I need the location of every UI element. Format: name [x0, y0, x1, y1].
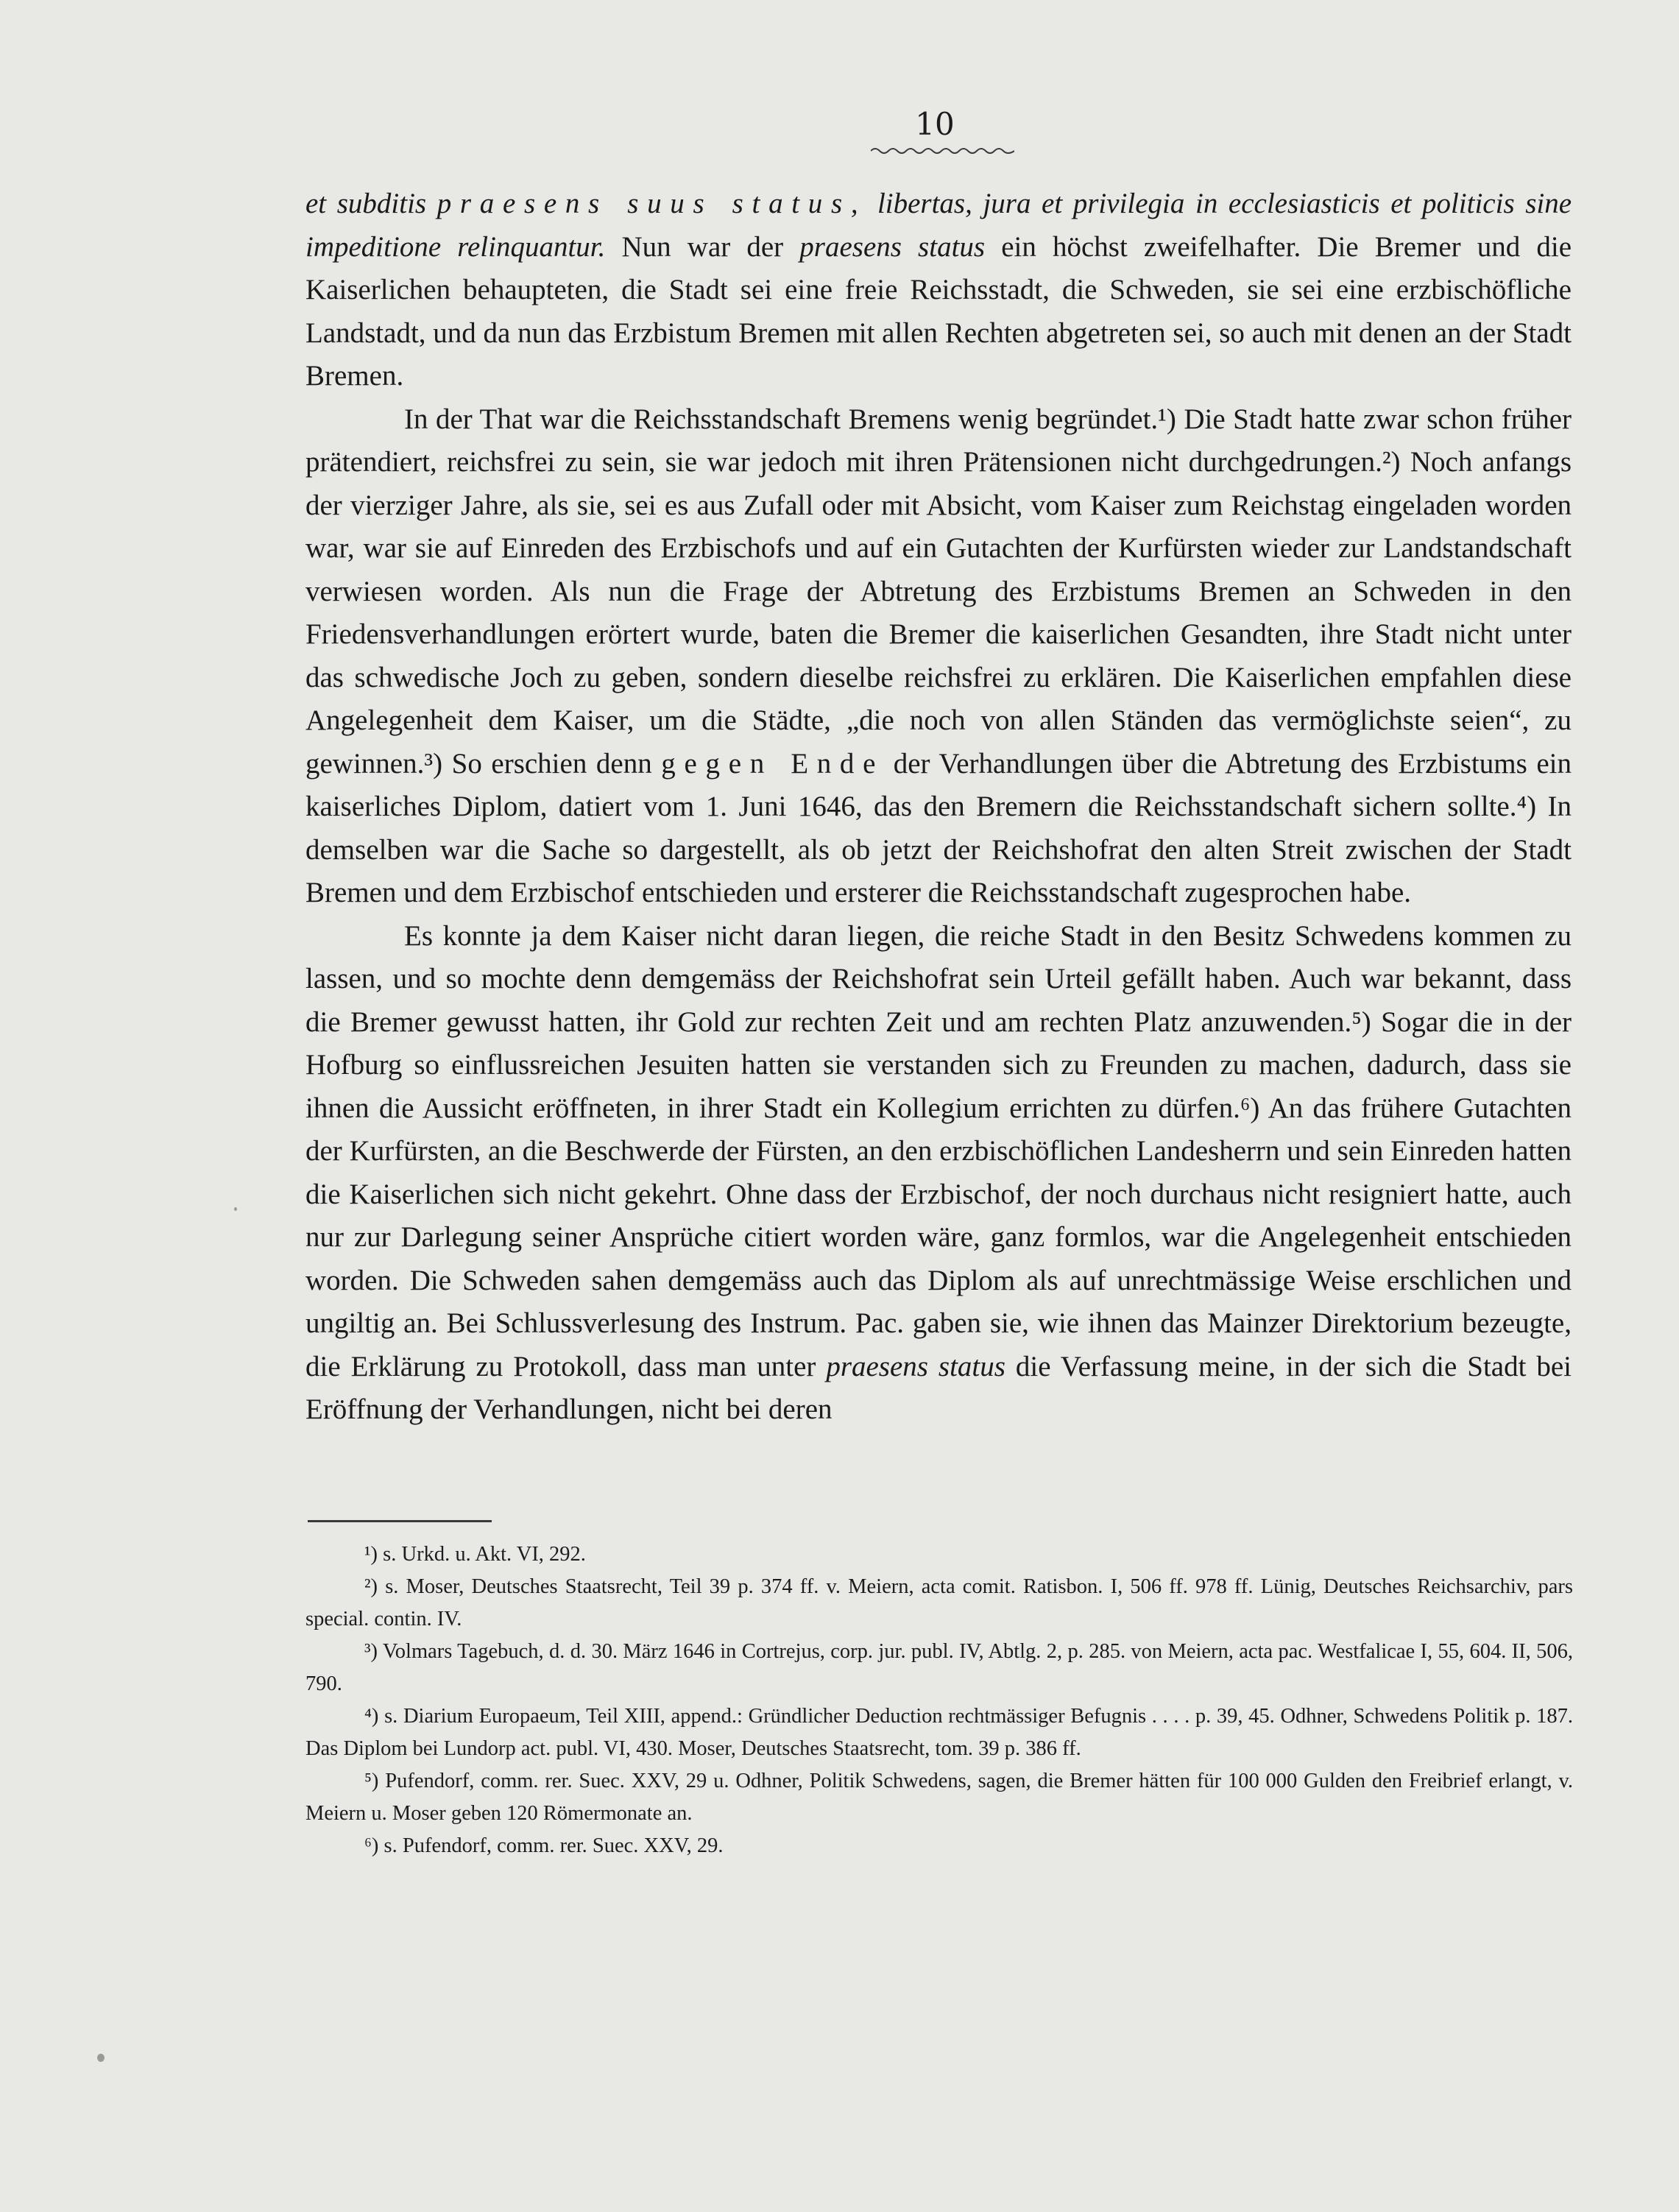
page-number: 10: [915, 106, 955, 142]
footnote-4: ⁴) s. Diarium Europaeum, Teil XIII, append.: Gründlicher Deduction rechtmässiger Befugnis . . . . p. 39, 45. Odhner, Schwedens Politik p. 187. Das Diplom bei Lundorp act. publ. VI, 430. Moser, Deutsches Staatsrecht, tom. 39 p. 386 ff.: [305, 1705, 1573, 1760]
paper-speck: [97, 2054, 105, 2062]
paragraph-3: [305, 915, 1572, 1432]
page-number-ornament: [871, 146, 1014, 156]
footnote-3: ³) Volmars Tagebuch, d. d. 30. März 1646 in Cortrejus, corp. jur. publ. IV, Abtlg. 2, p. 285. von Meiern, acta pac. Westfalicae I, 55, 604. II, 506, 790.: [305, 1640, 1573, 1695]
latin-phrase: praesens status: [799, 230, 986, 263]
footnote-5: ⁵) Pufendorf, comm. rer. Suec. XXV, 29 u. Odhner, Politik Schwedens, sagen, die Bremer hätten für 100 000 Gulden den Freibrief erlangt, v. Meiern u. Moser geben 120 Römermonate an.: [305, 1770, 1573, 1825]
spaced-phrase: gegen Ende: [661, 747, 885, 780]
latin-phrase: praesens status: [826, 1350, 1005, 1382]
text-run: der Verhandlungen über die Abtretung des Erzbistums ein kaiserliches Diplom, datiert vom 1. Juni 1646, das den Bremern die Reichsstandschaft sichern sollte.⁴) In demselben war die Sache so dargestellt, als ob jetzt der Reichshofrat den alten Streit zwischen der Stadt Bremen und dem Erzbischof entschieden und ersterer die Reichsstandschaft zugesprochen habe.: [305, 747, 1572, 908]
text-run: ein höchst zweifelhafter. Die Bremer und die Kaiserlichen behaupteten, die Stadt sei eine freie Reichsstadt, die Schweden, sie sei eine erzbischöfliche Landstadt, und da nun das Erzbistum Bremen mit allen Rechten abgetreten sei, so auch mit denen an der Stadt Bremen.: [305, 230, 1572, 392]
latin-phrase: et subditis: [305, 188, 427, 219]
paragraph-2: [305, 398, 1572, 915]
paper-speck: [234, 1207, 237, 1211]
main-text: [305, 183, 1572, 1432]
footnote-6: ⁶) s. Pufendorf, comm. rer. Suec. XXV, 29.: [364, 1834, 724, 1857]
latin-phrase: libertas, jura et privilegia in ecclesiasticis et politicis sine impeditione relinquantur.: [305, 188, 1572, 263]
footnote-2: ²) s. Moser, Deutsches Staatsrecht, Teil 39 p. 374 ff. v. Meiern, acta comit. Ratisbon. I, 506 ff. 978 ff. Lünig, Deutsches Reichsarchiv, pars special. contin. IV.: [305, 1575, 1573, 1630]
text-run: die Verfassung meine, in der sich die Stadt bei Eröffnung der Verhandlungen, nicht bei deren: [305, 1350, 1572, 1425]
text-run: Es konnte ja dem Kaiser nicht daran liegen, die reiche Stadt in den Besitz Schwedens kommen zu lassen, und so mochte denn demgemäss der Reichshofrat sein Urteil gefällt haben. Auch war bekannt, dass die Bremer gewusst hatten, ihr Gold zur rechten Zeit und am rechten Platz anzuwenden.⁵) Sogar die in der Hofburg so einflussreichen Jesuiten hatten sie verstanden sich zu Freunden zu machen, dadurch, dass sie ihnen die Aussicht eröffneten, in ihrer Stadt ein Kollegium errichten zu dürfen.⁶) An das frühere Gutachten der Kurfürsten, an die Beschwerde der Fürsten, an den erzbischöflichen Landesherrn und sein Einreden hatten die Kaiserlichen sich nicht gekehrt. Ohne dass der Erzbischof, der noch durchaus nicht resigniert hatte, auch nur zur Darlegung seiner Ansprüche citiert worden wäre, ganz formlos, war die Angelegenheit entschieden worden. Die Schweden sahen demgemäss auch das Diplom als auf unrechtmässige Weise erschlichen und ungiltig an. Bei Schlussverlesung des Instrum. Pac. gaben sie, wie ihnen das Mainzer Direktorium bezeugte, die Erklärung zu Protokoll, dass man unter: [305, 919, 1572, 1382]
spaced-latin-phrase: praesens suus status,: [436, 188, 867, 219]
footnotes: [305, 1538, 1573, 1862]
footnote-divider: [308, 1520, 492, 1522]
text-run: Nun war der: [621, 230, 784, 263]
paragraph-1: [305, 183, 1572, 398]
footnote-1: ¹) s. Urkd. u. Akt. VI, 292.: [364, 1543, 586, 1566]
text-run: In der That war die Reichsstandschaft Bremens wenig begründet.¹) Die Stadt hatte zwar schon früher prätendiert, reichsfrei zu sein, sie war jedoch mit ihren Prätensionen nicht durchgedrungen.²) Noch anfangs der vierziger Jahre, als sie, sei es aus Zufall oder mit Absicht, vom Kaiser zum Reichstag eingeladen worden war, war sie auf Einreden des Erzbischofs und auf ein Gutachten der Kurfürsten wieder zur Landstandschaft verwiesen worden. Als nun die Frage der Abtretung des Erzbistums Bremen an Schweden in den Friedensverhandlungen erörtert wurde, baten die Bremer die kaiserlichen Gesandten, ihre Stadt nicht unter das schwedische Joch zu geben, sondern dieselbe reichsfrei zu erklären. Die Kaiserlichen empfahlen diese Angelegenheit dem Kaiser, um die Städte, „die noch von allen Ständen das vermöglichste seien“, zu gewinnen.³) So erschien denn: [305, 403, 1572, 780]
